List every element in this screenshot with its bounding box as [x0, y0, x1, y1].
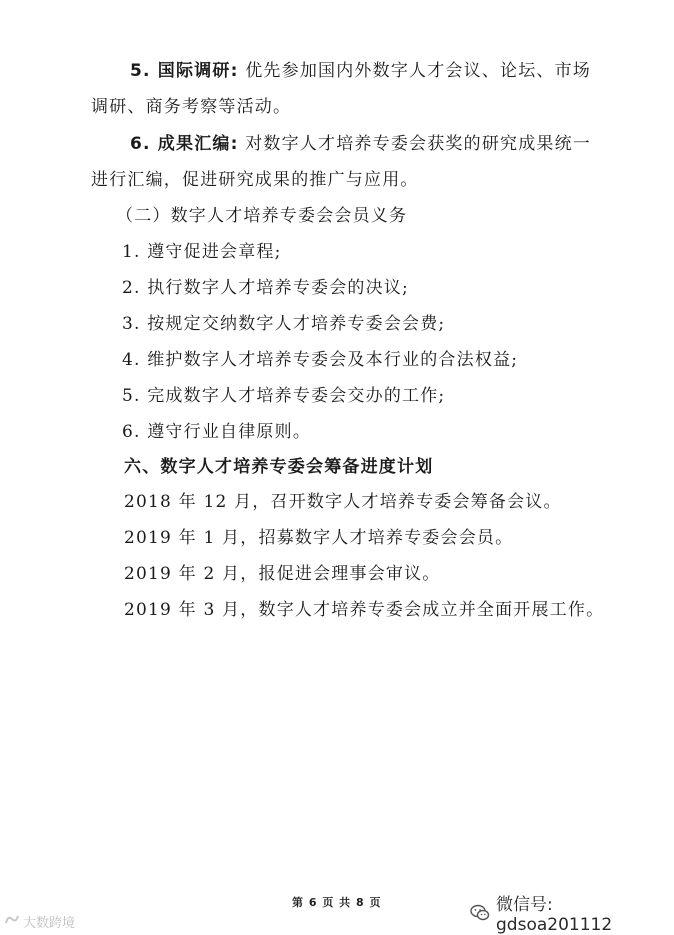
- schedule-item-text: 2019 年 1 月，招募数字人才培养专委会会员。: [124, 528, 514, 548]
- heading-results-compilation: 6. 成果汇编:: [130, 134, 239, 154]
- text-line-3: [130, 133, 591, 155]
- brand-logo-text: 大数跨境: [23, 916, 76, 931]
- line-text: 对数字人才培养专委会获奖的研究成果统一: [238, 134, 592, 154]
- list-item-text: 3. 按规定交纳数字人才培养专委会会费;: [122, 314, 446, 334]
- schedule-item-text: 2019 年 2 月，报促进会理事会审议。: [124, 564, 441, 584]
- text-line-2: [91, 96, 291, 118]
- line-text: （二）数字人才培养专委会会员义务: [116, 206, 408, 226]
- list-item: [122, 349, 518, 371]
- list-item: [122, 385, 445, 407]
- section-heading-text: 六、数字人才培养专委会筹备进度计划: [124, 457, 434, 477]
- heading-international-research: 5. 国际调研:: [130, 61, 239, 81]
- list-item: [122, 421, 311, 443]
- text-line-4: [91, 169, 419, 191]
- schedule-item: [124, 599, 604, 621]
- list-item-text: 6. 遵守行业自律原则。: [122, 422, 312, 442]
- line-text: 进行汇编，促进研究成果的推广与应用。: [91, 170, 419, 190]
- line-text: 调研、商务考察等活动。: [91, 97, 292, 117]
- schedule-item: [124, 527, 513, 549]
- brand-watermark: [4, 912, 75, 931]
- list-item-text: 2. 执行数字人才培养专委会的决议;: [122, 278, 409, 298]
- list-item: [122, 241, 282, 263]
- schedule-item: [124, 491, 562, 513]
- wechat-icon: [470, 904, 490, 922]
- list-item-text: 4. 维护数字人才培养专委会及本行业的合法权益;: [122, 350, 519, 370]
- section-heading-schedule: [124, 456, 433, 478]
- section-heading-member-obligations: [116, 205, 407, 227]
- list-item: [122, 313, 445, 335]
- schedule-item-text: 2018 年 12 月，召开数字人才培养专委会筹备会议。: [124, 492, 562, 512]
- schedule-item-text: 2019 年 3 月，数字人才培养专委会成立并全面开展工作。: [124, 600, 605, 620]
- list-item: [122, 277, 409, 299]
- wechat-id-text: 微信号: gdsoa201112: [496, 895, 613, 935]
- page-number: 第 6 页 共 8 页: [292, 896, 382, 909]
- list-item-text: 1. 遵守促进会章程;: [122, 242, 282, 262]
- wechat-watermark: [470, 890, 674, 935]
- schedule-item: [124, 563, 441, 585]
- list-item-text: 5. 完成数字人才培养专委会交办的工作;: [122, 386, 446, 406]
- brand-logo-icon: [4, 913, 20, 931]
- text-line-1: [130, 60, 591, 82]
- line-text: 优先参加国内外数字人才会议、论坛、市场: [238, 61, 592, 81]
